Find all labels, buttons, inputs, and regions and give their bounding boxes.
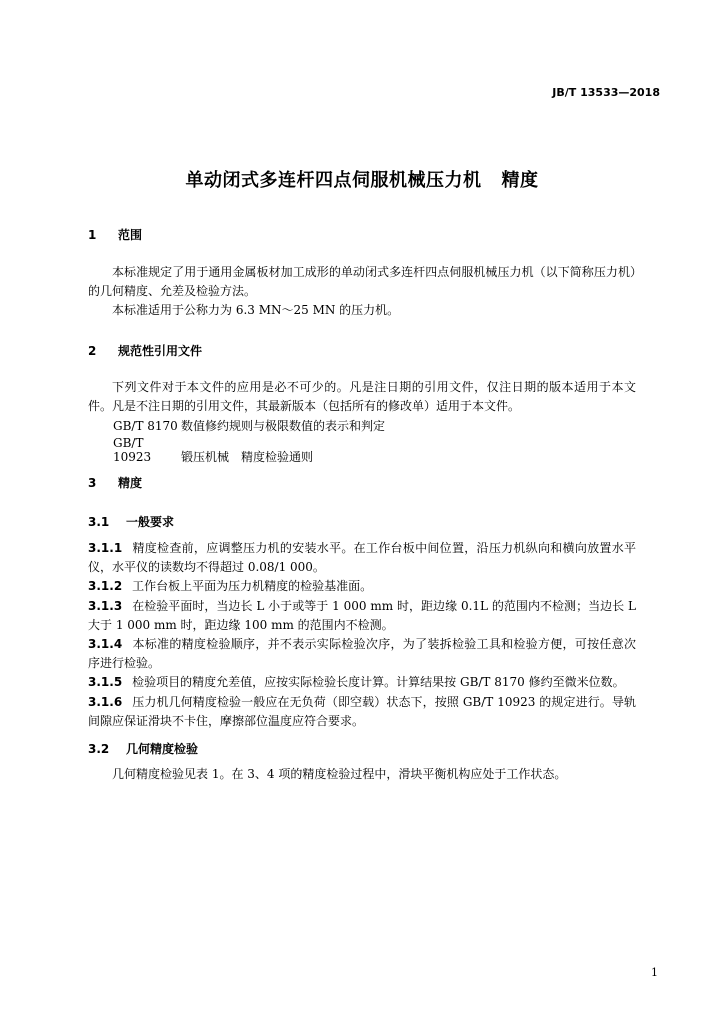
subsection-title: 几何精度检验 (126, 742, 199, 756)
clause-3-1-1 (88, 539, 636, 577)
reference-item (113, 436, 313, 465)
clause-number: 3.1.2 (88, 579, 123, 593)
clause-3-1-6 (88, 693, 636, 731)
title-suffix: 精度 (501, 170, 539, 191)
clause-number: 3.1.6 (88, 695, 123, 709)
clause-number: 3.1.1 (88, 541, 123, 555)
clause-text: 压力机几何精度检验一般应在无负荷（即空载）状态下，按照 GB/T 10923 的规定进行。导轨间隙应保证滑块不卡住，摩擦部位温度应符合要求。 (88, 695, 636, 728)
clause-3-1-4 (88, 635, 636, 673)
subsection-3-2-heading (88, 740, 198, 757)
section-3-heading (88, 474, 142, 491)
title-main: 单动闭式多连杆四点伺服机械压力机 (185, 170, 482, 191)
reference-name: 锻压机械 精度检验通则 (181, 450, 314, 464)
clause-number: 3.1.5 (88, 675, 123, 689)
clause-3-1-2 (88, 577, 636, 596)
section-number: 3 (88, 476, 97, 490)
clause-text: 检验项目的精度允差值，应按实际检验长度计算。计算结果按 GB/T 8170 修约至微米位数。 (132, 675, 625, 689)
document-title (0, 166, 724, 192)
clause-3-1-3 (88, 597, 636, 635)
page-number: 1 (651, 966, 658, 979)
section-1-heading (88, 226, 142, 243)
clause-text: 工作台板上平面为压力机精度的检验基准面。 (132, 579, 373, 593)
clause-text: 在检验平面时，当边长 L 小于或等于 1 000 mm 时，距边缘 0.1L 的范围内不检测；当边长 L 大于 1 000 mm 时，距边缘 100 mm 的范围内不检测。 (88, 599, 636, 632)
section-title: 精度 (118, 476, 143, 490)
section-1-paragraph-2: 本标准适用于公称力为 6.3 MN～25 MN 的压力机。 (112, 303, 400, 317)
section-2-heading (88, 342, 202, 359)
section-1-paragraph-1: 本标准规定了用于通用金属板材加工成形的单动闭式多连杆四点伺服机械压力机（以下简称压力机）的几何精度、允差及检验方法。 (88, 265, 636, 298)
reference-code: GB/T 8170 (113, 419, 178, 433)
section-number: 2 (88, 344, 97, 358)
clause-number: 3.1.4 (88, 637, 123, 651)
clause-3-1-5 (88, 673, 636, 692)
subsection-3-1-heading (88, 513, 174, 530)
section-title: 范围 (118, 228, 143, 242)
clause-text: 本标准的精度检验顺序，并不表示实际检验次序，为了装拆检验工具和检验方便，可按任意次序进行检验。 (88, 637, 636, 670)
section-2-paragraph-1: 下列文件对于本文件的应用是必不可少的。凡是注日期的引用文件，仅注日期的版本适用于本文件。凡是不注日期的引用文件，其最新版本（包括所有的修改单）适用于本文件。 (88, 380, 636, 413)
section-title: 规范性引用文件 (118, 344, 203, 358)
clause-number: 3.1.3 (88, 599, 123, 613)
reference-name: 数值修约规则与极限数值的表示和判定 (181, 419, 386, 433)
subsection-number: 3.1 (88, 515, 110, 529)
reference-code: GB/T 10923 (113, 436, 152, 464)
subsection-number: 3.2 (88, 742, 110, 756)
standard-code: JB/T 13533—2018 (552, 86, 660, 99)
subsection-title: 一般要求 (126, 515, 175, 529)
reference-item (113, 417, 385, 434)
section-number: 1 (88, 228, 97, 242)
clause-text: 精度检查前，应调整压力机的安装水平。在工作台板中间位置，沿压力机纵向和横向放置水平仪，水平仪的读数均不得超过 0.08/1 000。 (88, 541, 636, 574)
subsection-3-2-paragraph: 几何精度检验见表 1。在 3、4 项的精度检验过程中，滑块平衡机构应处于工作状态。 (112, 767, 567, 781)
